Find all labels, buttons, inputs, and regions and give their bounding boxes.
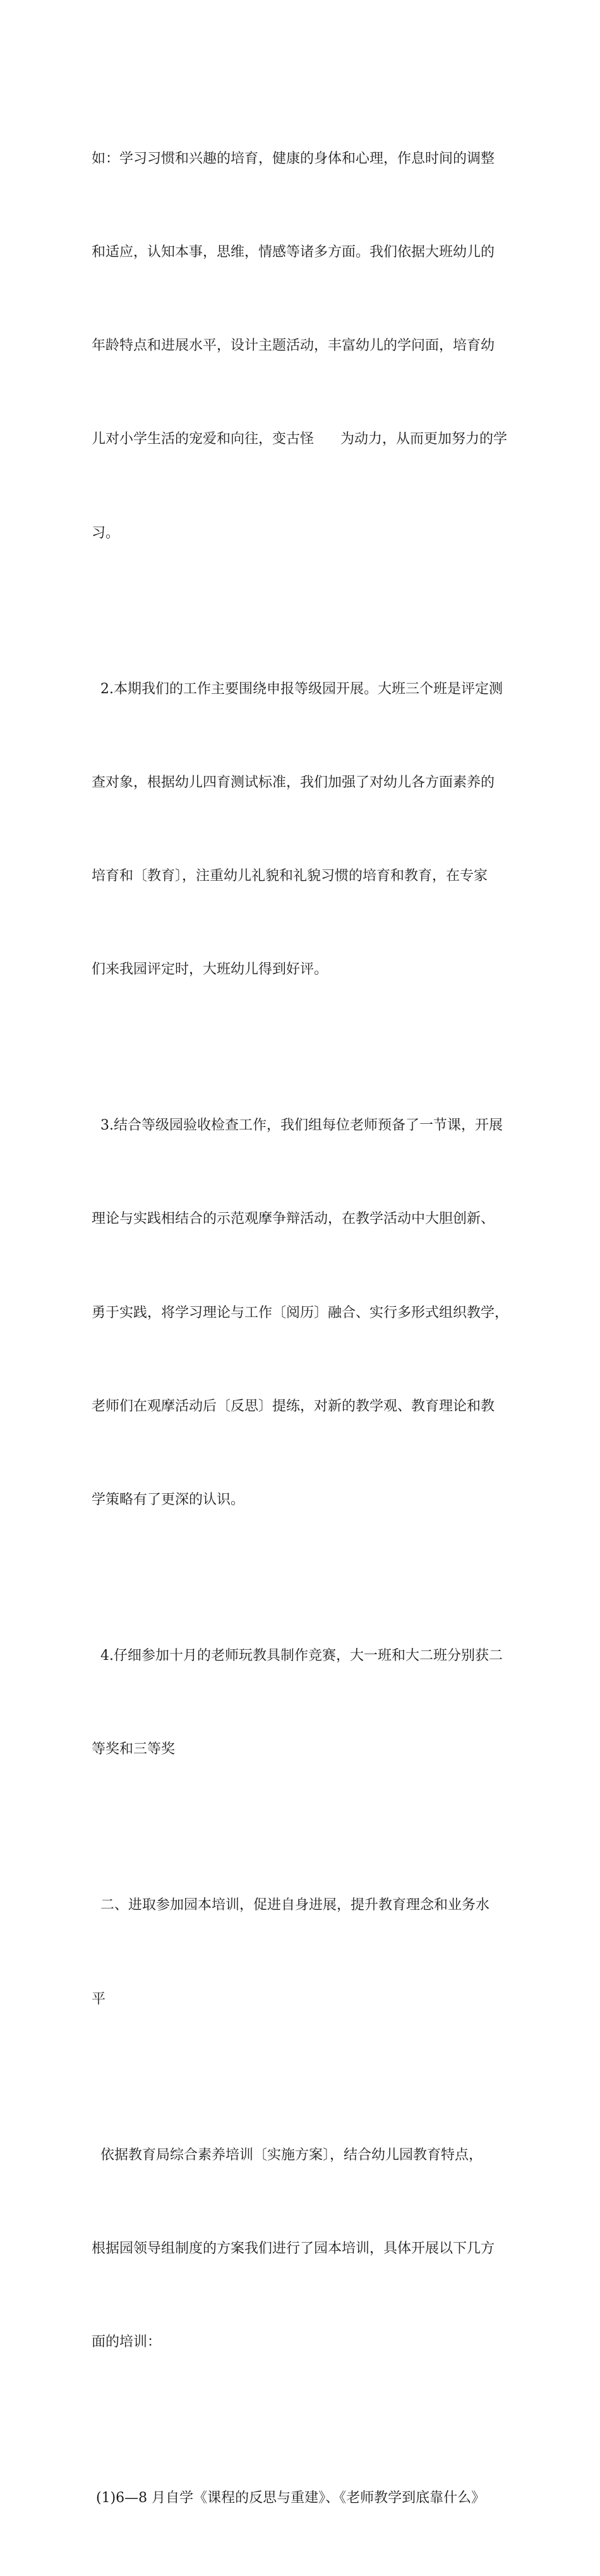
text-line: 等奖和三等奖 (92, 1741, 176, 1758)
text-line: 理论与实践相结合的示范观摩争辩活动，在教学活动中大胆创新、 (92, 1211, 495, 1227)
text-line: 查对象，根据幼儿四育测试标准，我们加强了对幼儿各方面素养的 (92, 774, 495, 790)
text-line: 根据园领导组制度的方案我们进行了园本培训，具体开展以下几方 (92, 2240, 495, 2257)
text-line: 3.结合等级园验收检查工作，我们组每位老师预备了一节课，开展 (92, 1118, 503, 1134)
text-line: 平 (92, 1991, 106, 2007)
body-text (92, 81, 534, 2576)
text-line: 学策略有了更深的认识。 (92, 1492, 245, 1508)
text-line: 们来我园评定时，大班幼儿得到好评。 (92, 962, 328, 978)
text-line: 儿对小学生活的宠爱和向往，变古怪 为动力，从而更加努力的学 (92, 431, 507, 448)
text-line: 4.仔细参加十月的老师玩教具制作竞赛，大一班和大二班分别获二 (92, 1648, 503, 1664)
paragraph-2 (92, 611, 534, 1048)
text-line: 年龄特点和进展水平，设计主题活动，丰富幼儿的学问面，培育幼 (92, 338, 495, 354)
paragraph-4 (92, 1578, 534, 1827)
paragraph-5 (92, 2077, 534, 2420)
text-line: 老师们在观摩活动后〔反思〕提练，对新的教学观、教育理论和教 (92, 1398, 495, 1414)
text-line: (1)6—8 月自学《课程的反思与重建》、《老师教学到底靠什么》 (92, 2490, 486, 2506)
text-line: 习。 (92, 525, 120, 541)
text-line: 和适应，认知本事，思维，情感等诸多方面。我们依据大班幼儿的 (92, 244, 495, 261)
text-line: 勇于实践，将学习理论与工作〔阅历〕融合、实行多形式组织教学， (92, 1304, 509, 1321)
paragraph-1 (92, 81, 534, 611)
section-heading (92, 1828, 534, 2077)
paragraph-6 (92, 2420, 534, 2576)
text-line: 如：学习习惯和兴趣的培育，健康的身体和心理，作息时间的调整 (92, 150, 495, 167)
text-line: 面的培训： (92, 2334, 162, 2350)
text-line: 培育和〔教育〕，注重幼儿礼貌和礼貌习惯的培育和教育，在专家 (92, 868, 488, 885)
paragraph-3 (92, 1047, 534, 1578)
text-line: 依据教育局综合素养培训〔实施方案〕，结合幼儿园教育特点， (92, 2147, 483, 2163)
text-line: 2.本期我们的工作主要围绕申报等级园开展。大班三个班是评定测 (92, 681, 503, 697)
text-line: 二、进取参加园本培训，促进自身进展，提升教育理念和业务水 (92, 1897, 489, 1914)
